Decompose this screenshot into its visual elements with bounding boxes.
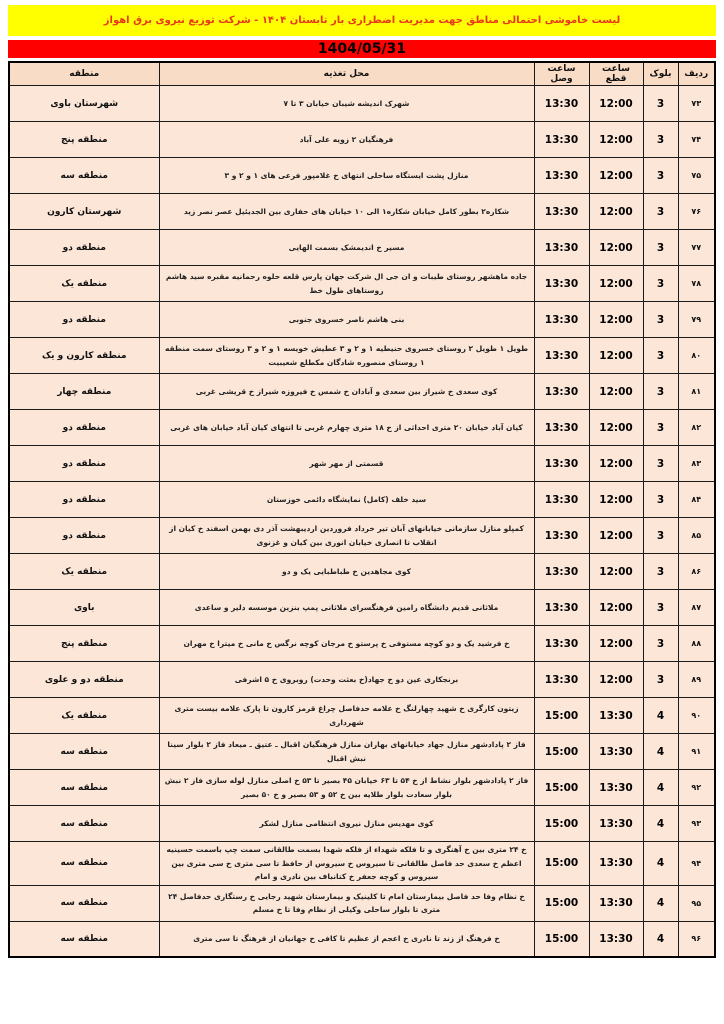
- table-row: [9, 446, 715, 482]
- feed-location-cell: برنجکاری عین دو خ جهاد(خ بعثت وحدت) روبروی خ ۵ اشرفی: [159, 662, 534, 698]
- block-cell: 3: [643, 158, 678, 194]
- reconnect-time-cell: 15:00: [534, 921, 589, 957]
- table-row: [9, 626, 715, 662]
- block-cell: 3: [643, 482, 678, 518]
- reconnect-time-cell: 13:30: [534, 662, 589, 698]
- cut-time-cell: 12:00: [589, 482, 643, 518]
- cut-time-cell: 12:00: [589, 374, 643, 410]
- reconnect-time-cell: 13:30: [534, 158, 589, 194]
- block-cell: 4: [643, 806, 678, 842]
- row-number-cell: ۹۲: [678, 770, 715, 806]
- block-cell: 4: [643, 698, 678, 734]
- feed-location-cell: کیان آباد خیابان ۲۰ متری احداثی از خ ۱۸ متری چهارم غربی تا انتهای کیان آباد خیابان های غربی: [159, 410, 534, 446]
- area-cell: باوی: [9, 590, 159, 626]
- reconnect-time-cell: 13:30: [534, 446, 589, 482]
- area-cell: منطقه دو: [9, 410, 159, 446]
- table-row: [9, 842, 715, 886]
- reconnect-time-cell: 15:00: [534, 734, 589, 770]
- area-cell: منطقه دو: [9, 482, 159, 518]
- block-cell: 3: [643, 194, 678, 230]
- block-cell: 3: [643, 662, 678, 698]
- reconnect-time-cell: 13:30: [534, 626, 589, 662]
- area-cell: منطقه پنج: [9, 626, 159, 662]
- block-cell: 3: [643, 590, 678, 626]
- row-number-cell: ۹۳: [678, 806, 715, 842]
- block-cell: 3: [643, 266, 678, 302]
- cut-time-cell: 13:30: [589, 842, 643, 886]
- feed-location-cell: خ فرهنگ از زند تا نادری خ اعجم از عظیم تا کافی خ جهانیان از فرهنگ تا سی متری: [159, 921, 534, 957]
- row-number-cell: ۷۶: [678, 194, 715, 230]
- feed-location-cell: خ فرشید یک و دو کوچه مستوفی خ پرستو خ مرجان کوچه نرگس خ مانی خ میترا خ مهران: [159, 626, 534, 662]
- area-cell: منطقه دو و علوی: [9, 662, 159, 698]
- area-cell: شهرستان باوی: [9, 86, 159, 122]
- feed-location-cell: فاز ۲ پادادشهر منازل جهاد خیابانهای بهاران منازل فرهنگیان اقبال ـ عتیق ـ میعاد فاز ۲ بلوار سینا نبش اقبال: [159, 734, 534, 770]
- row-number-cell: ۷۸: [678, 266, 715, 302]
- feed-location-cell: کوی مهدیس منازل نیروی انتظامی منازل لشکر: [159, 806, 534, 842]
- cut-time-cell: 12:00: [589, 338, 643, 374]
- cut-time-cell: 13:30: [589, 734, 643, 770]
- reconnect-time-cell: 13:30: [534, 302, 589, 338]
- row-number-cell: ۹۱: [678, 734, 715, 770]
- feed-location-cell: کوی مجاهدین خ طباطبایی یک و دو: [159, 554, 534, 590]
- feed-location-cell: منازل پشت ایستگاه ساحلی انتهای خ غلامپور فرعی های ۱ و ۲ و ۳: [159, 158, 534, 194]
- row-number-cell: ۷۹: [678, 302, 715, 338]
- area-cell: منطقه سه: [9, 806, 159, 842]
- row-number-cell: ۸۷: [678, 590, 715, 626]
- area-cell: منطقه چهار: [9, 374, 159, 410]
- block-cell: 3: [643, 302, 678, 338]
- header-block: بلوک: [643, 62, 678, 86]
- row-number-cell: ۸۲: [678, 410, 715, 446]
- table-row: [9, 158, 715, 194]
- reconnect-time-cell: 13:30: [534, 230, 589, 266]
- area-cell: منطقه دو: [9, 518, 159, 554]
- table-row: [9, 806, 715, 842]
- table-row: [9, 734, 715, 770]
- table-row: [9, 885, 715, 921]
- block-cell: 3: [643, 626, 678, 662]
- cut-time-cell: 12:00: [589, 626, 643, 662]
- table-row: [9, 122, 715, 158]
- cut-time-cell: 13:30: [589, 806, 643, 842]
- reconnect-time-cell: 15:00: [534, 842, 589, 886]
- feed-location-cell: خ ۲۴ متری بین خ آهنگری و تا فلکه شهداء از فلکه شهدا بسمت طالقانی سمت چپ باسمت حسینیه اعظم خ سعدی حد فاصل طالقانی تا سیروس خ سیروس از حافظ تا سی متری خ سی متری بین سیروس و کوچه جعفر خ کتانباف بین نادری و امام: [159, 842, 534, 886]
- area-cell: منطقه یک: [9, 266, 159, 302]
- area-cell: منطقه سه: [9, 770, 159, 806]
- reconnect-time-cell: 15:00: [534, 698, 589, 734]
- header-cut-time: ساعت قطع: [589, 62, 643, 86]
- block-cell: 4: [643, 921, 678, 957]
- row-number-cell: ۸۸: [678, 626, 715, 662]
- reconnect-time-cell: 13:30: [534, 266, 589, 302]
- cut-time-cell: 12:00: [589, 302, 643, 338]
- block-cell: 3: [643, 86, 678, 122]
- reconnect-time-cell: 15:00: [534, 770, 589, 806]
- cut-time-cell: 13:30: [589, 885, 643, 921]
- area-cell: منطقه سه: [9, 885, 159, 921]
- reconnect-time-cell: 13:30: [534, 338, 589, 374]
- reconnect-time-cell: 13:30: [534, 86, 589, 122]
- table-row: [9, 338, 715, 374]
- row-number-cell: ۸۵: [678, 518, 715, 554]
- table-row: [9, 482, 715, 518]
- row-number-cell: ۹۵: [678, 885, 715, 921]
- area-cell: منطقه کارون و یک: [9, 338, 159, 374]
- cut-time-cell: 12:00: [589, 410, 643, 446]
- cut-time-cell: 12:00: [589, 554, 643, 590]
- area-cell: منطقه دو: [9, 302, 159, 338]
- reconnect-time-cell: 13:30: [534, 554, 589, 590]
- cut-time-cell: 12:00: [589, 266, 643, 302]
- reconnect-time-cell: 13:30: [534, 590, 589, 626]
- feed-location-cell: طویل ۱ طویل ۲ روستای خسروی حنیطیه ۱ و ۲ و ۳ عطیش خویسه ۱ و ۲ و ۳ روستای سمت منطقه ۱ روستای منصوره شادگان مکطلع شعیبیت: [159, 338, 534, 374]
- row-number-cell: ۷۷: [678, 230, 715, 266]
- table-row: [9, 266, 715, 302]
- block-cell: 4: [643, 734, 678, 770]
- row-number-cell: ۸۳: [678, 446, 715, 482]
- block-cell: 3: [643, 122, 678, 158]
- table-row: [9, 410, 715, 446]
- reconnect-time-cell: 13:30: [534, 518, 589, 554]
- reconnect-time-cell: 13:30: [534, 122, 589, 158]
- feed-location-cell: قسمتی از مهر شهر: [159, 446, 534, 482]
- title-banner: لیست خاموشی احتمالی مناطق جهت مدیریت اضطراری بار تابستان ۱۴۰۴ - شرکت توزیع نیروی برق اهواز: [8, 5, 716, 36]
- block-cell: 3: [643, 374, 678, 410]
- cut-time-cell: 13:30: [589, 770, 643, 806]
- table-row: [9, 302, 715, 338]
- row-number-cell: ۹۴: [678, 842, 715, 886]
- area-cell: منطقه یک: [9, 698, 159, 734]
- block-cell: 3: [643, 446, 678, 482]
- table-body: [9, 86, 715, 958]
- row-number-cell: ۹۰: [678, 698, 715, 734]
- reconnect-time-cell: 13:30: [534, 410, 589, 446]
- table-row: [9, 518, 715, 554]
- row-number-cell: ۹۶: [678, 921, 715, 957]
- date-banner: 1404/05/31: [8, 40, 716, 58]
- reconnect-time-cell: 15:00: [534, 806, 589, 842]
- reconnect-time-cell: 13:30: [534, 374, 589, 410]
- feed-location-cell: فاز ۲ پادادشهر بلوار نشاط از خ ۵۴ تا ۶۳ خیابان ۴۵ بصیر تا ۵۳ خ اصلی منازل لوله سازی فاز ۲ نبش بلوار سعادت بلوار طلایه بین خ ۵۲ و ۵۳ بصیر و خ ۵۰ بصیر: [159, 770, 534, 806]
- table-row: [9, 590, 715, 626]
- row-number-cell: ۸۶: [678, 554, 715, 590]
- block-cell: 4: [643, 885, 678, 921]
- feed-location-cell: زیتون کارگری خ شهید چهارلنگ خ علامه حدفاصل چراغ قرمز کارون تا پارک علامه بیست متری شهرداری: [159, 698, 534, 734]
- row-number-cell: ۸۰: [678, 338, 715, 374]
- table-row: [9, 921, 715, 957]
- area-cell: منطقه سه: [9, 921, 159, 957]
- feed-location-cell: مسیر خ اندیمشک بسمت الهایی: [159, 230, 534, 266]
- feed-location-cell: خ نظام وفا حد فاصل بیمارستان امام تا کلینیک و بیمارستان شهید رجایی خ رستگاری حدفاصل ۲۴ متری تا بلوار ساحلی وکیلی از نظام وفا تا خ مسلم: [159, 885, 534, 921]
- table-row: [9, 698, 715, 734]
- area-cell: منطقه سه: [9, 734, 159, 770]
- header-area: منطقه: [9, 62, 159, 86]
- row-number-cell: ۸۴: [678, 482, 715, 518]
- block-cell: 4: [643, 842, 678, 886]
- feed-location-cell: کوی سعدی خ شیراز بین سعدی و آبادان خ شمس خ فیروزه شیراز خ قریشی غربی: [159, 374, 534, 410]
- block-cell: 3: [643, 338, 678, 374]
- cut-time-cell: 13:30: [589, 698, 643, 734]
- table-row: [9, 194, 715, 230]
- feed-location-cell: سید خلف (کامل) نمایشگاه دائمی خوزستان: [159, 482, 534, 518]
- area-cell: منطقه یک: [9, 554, 159, 590]
- block-cell: 4: [643, 770, 678, 806]
- cut-time-cell: 12:00: [589, 590, 643, 626]
- cut-time-cell: 12:00: [589, 122, 643, 158]
- cut-time-cell: 12:00: [589, 662, 643, 698]
- feed-location-cell: شکاره۲ بطور کامل خیابان شکاره۱ الی ۱۰ خیابان های حفاری بین الجدیئیل عصر نصر زید: [159, 194, 534, 230]
- feed-location-cell: فرهنگیان ۲ زویه علی آباد: [159, 122, 534, 158]
- block-cell: 3: [643, 554, 678, 590]
- reconnect-time-cell: 15:00: [534, 885, 589, 921]
- cut-time-cell: 12:00: [589, 230, 643, 266]
- area-cell: منطقه سه: [9, 158, 159, 194]
- area-cell: منطقه دو: [9, 446, 159, 482]
- row-number-cell: ۷۳: [678, 86, 715, 122]
- table-row: [9, 662, 715, 698]
- table-row: [9, 374, 715, 410]
- cut-time-cell: 12:00: [589, 194, 643, 230]
- cut-time-cell: 12:00: [589, 518, 643, 554]
- area-cell: منطقه دو: [9, 230, 159, 266]
- cut-time-cell: 12:00: [589, 158, 643, 194]
- area-cell: منطقه پنج: [9, 122, 159, 158]
- cut-time-cell: 12:00: [589, 86, 643, 122]
- table-header-row: [9, 62, 715, 86]
- area-cell: منطقه سه: [9, 842, 159, 886]
- block-cell: 3: [643, 410, 678, 446]
- header-reconnect-time: ساعت وصل: [534, 62, 589, 86]
- table-row: [9, 230, 715, 266]
- row-number-cell: ۸۱: [678, 374, 715, 410]
- table-row: [9, 554, 715, 590]
- table-row: [9, 770, 715, 806]
- header-row-number: ردیف: [678, 62, 715, 86]
- feed-location-cell: جاده ماهشهر روستای طیبات و ان جی ال شرکت جهان پارس قلعه حلوه رحمانیه مقبره سید هاشم روستاهای طول خط: [159, 266, 534, 302]
- reconnect-time-cell: 13:30: [534, 194, 589, 230]
- reconnect-time-cell: 13:30: [534, 482, 589, 518]
- row-number-cell: ۸۹: [678, 662, 715, 698]
- feed-location-cell: کمپلو منازل سازمانی خیابانهای آبان تیر خرداد فروردین اردیبهشت آذر دی بهمن اسفند خ کیان از انقلاب تا انصاری خیابان انوری بین کیان و غزنوی: [159, 518, 534, 554]
- block-cell: 3: [643, 230, 678, 266]
- outage-schedule-table: [8, 61, 716, 958]
- feed-location-cell: شهرک اندیشه شیبان خیابان ۳ تا ۷: [159, 86, 534, 122]
- feed-location-cell: بنی هاشم ناصر خسروی جنوبی: [159, 302, 534, 338]
- table-row: [9, 86, 715, 122]
- block-cell: 3: [643, 518, 678, 554]
- cut-time-cell: 13:30: [589, 921, 643, 957]
- area-cell: شهرستان کارون: [9, 194, 159, 230]
- row-number-cell: ۷۵: [678, 158, 715, 194]
- row-number-cell: ۷۴: [678, 122, 715, 158]
- header-feed-location: محل تغذیه: [159, 62, 534, 86]
- feed-location-cell: ملاثانی قدیم دانشگاه رامین فرهنگسرای ملاثانی پمپ بنزین موسسه دلیر و ساعدی: [159, 590, 534, 626]
- cut-time-cell: 12:00: [589, 446, 643, 482]
